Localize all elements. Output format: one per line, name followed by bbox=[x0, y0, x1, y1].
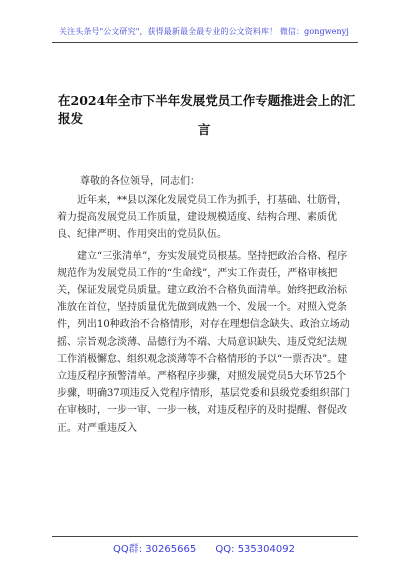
document-title-continued: 言 bbox=[197, 122, 211, 137]
document-body bbox=[57, 192, 353, 441]
qq-group-number: QQ群: 30265665 bbox=[113, 544, 197, 555]
footer-divider bbox=[52, 536, 358, 537]
header-divider bbox=[52, 42, 358, 43]
qq-number: QQ: 535304092 bbox=[215, 544, 295, 555]
body-paragraph: 建立“三张清单”，夯实发展党员根基。坚持把政治合格、程序规范作为发展党员工作的“生命线”，严实工作责任，严格审核把关，保证发展党员质量。建立政治不合格负面清单。始终把政治标准放在首位，坚持质量优先做到成熟一个、发展一个。对照入党条件，列出10种政治不合格情形，对存在理想信念缺失、政治立场动摇、宗旨观念淡薄、品德行为不端、大局意识缺失、违反党纪法规工作消极懈怠、组织观念淡薄等不合格情形的予以“一票否决”。建立违反程序预警清单。严格程序步骤，对照发展党员5大环节25个步骤，明确37项违反入党程序情形，基层党委和县级党委组织部门在审核时，一步一审、一步一核，对违反程序的及时提醒、督促改正。对严重违反入 bbox=[57, 250, 350, 434]
footer-contact bbox=[0, 540, 408, 555]
document-title: 在2024年全市下半年发展党员工作专题推进会上的汇报发 bbox=[58, 93, 356, 126]
body-paragraph: 近年来，**县以深化发展党员工作为抓手，打基础、壮筋骨，着力提高发展党员工作质量，建设规模适度、结构合理、素质优良、纪律严明、作用突出的党员队伍。 bbox=[57, 195, 347, 241]
header-note: 关注头条号"公文研究"，获得最新最全最专业的公文资料库！ 微信：gongwenyj bbox=[59, 27, 349, 36]
salutation: 尊敬的各位领导，同志们： bbox=[80, 176, 200, 187]
